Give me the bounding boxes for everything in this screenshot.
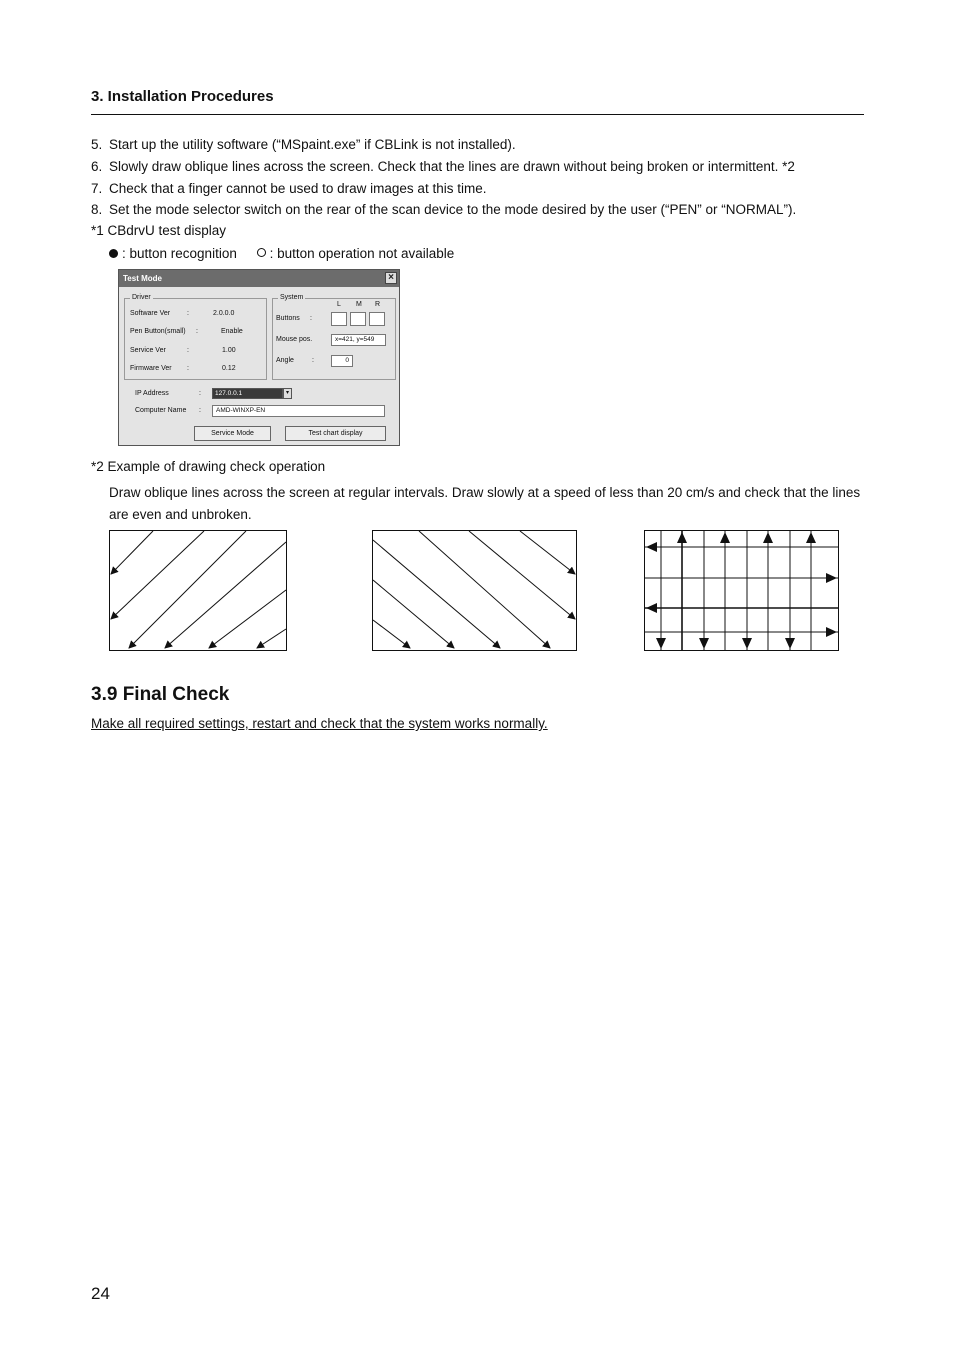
pen-button-label: Pen Button(small) [130,328,186,335]
step-7 [91,180,486,198]
ip-address-label: IP Address [135,390,169,397]
header-rule [91,114,864,115]
ip-sep: : [199,390,201,397]
button-l-indicator [331,312,347,326]
driver-caption: Driver [132,294,151,301]
computer-name-label: Computer Name [135,407,187,414]
service-mode-button[interactable]: Service Mode [194,426,271,441]
diagonal-lines-right-diagram [372,530,578,652]
step-number: 6. [91,159,103,174]
computer-sep: : [199,407,201,414]
mouse-pos-value: x=421, y=549 [331,334,386,346]
step-text: Start up the utility software (“MSpaint.exe” if CBLink is not installed). [109,137,516,152]
step-8 [91,201,796,219]
page-number: 24 [91,1284,110,1303]
driver-sep: : [187,347,189,354]
angle-value: 0 [331,355,353,367]
grid-lines-diagram [644,530,840,652]
step-text: Set the mode selector switch on the rear of the scan device to the mode desired by the user (“PEN” or “NORMAL”). [109,202,797,217]
step-number: 7. [91,181,103,196]
filled-circle-icon [109,249,118,258]
angle-label: Angle [276,357,294,364]
diagonal-lines-left-diagram [109,530,288,652]
step-number: 5. [91,137,103,152]
hollow-circle-icon [257,248,266,257]
legend-hollow-text: : button operation not available [269,246,455,261]
section-header: 3. Installation Procedures [91,88,274,105]
button-r-indicator [369,312,385,326]
pen-button-value: Enable [221,328,243,335]
col-l-label: L [337,301,341,308]
dialog-title: Test Mode [123,274,162,283]
section-title: 3.9 Final Check [91,684,230,705]
step-number: 8. [91,202,103,217]
mouse-pos-label: Mouse pos. [276,336,313,343]
firmware-ver-value: 0.12 [222,365,236,372]
legend-filled-text: : button recognition [122,246,237,261]
service-ver-value: 1.00 [222,347,236,354]
firmware-ver-label: Firmware Ver [130,365,172,372]
system-sep: : [312,357,314,364]
system-sep: : [310,315,312,322]
service-ver-label: Service Ver [130,347,166,354]
driver-sep: : [187,365,189,372]
button-legend [109,246,454,261]
note1-title: *1 CBdrvU test display [91,223,227,238]
software-ver-label: Software Ver [130,310,171,317]
note2-text: Draw oblique lines across the screen at regular intervals. Draw slowly at a speed of less than 20 cm/s and check that the lines are even and unbroken. [109,485,861,522]
close-icon[interactable]: × [385,272,397,284]
software-ver-value: 2.0.0.0 [213,310,235,317]
button-m-indicator [350,312,366,326]
step-6 [91,158,795,176]
test-mode-dialog [118,269,400,446]
step-text: Slowly draw oblique lines across the screen. Check that the lines are drawn without being broken or intermittent. *2 [109,159,795,174]
ip-address-select[interactable]: 127.0.0.1 [212,388,283,399]
section-body: Make all required settings, restart and check that the system works normally. [91,716,548,731]
system-caption: System [280,294,304,301]
chevron-down-icon[interactable]: ▾ [283,388,292,399]
dialog-title-bar [119,270,399,287]
computer-name-field[interactable]: AMD-WINXP-EN [212,405,385,417]
driver-sep: : [196,328,198,335]
test-chart-display-button[interactable]: Test chart display [285,426,386,441]
buttons-label: Buttons [276,315,300,322]
driver-sep: : [187,310,189,317]
step-text: Check that a finger cannot be used to draw images at this time. [109,181,487,196]
note2-title: *2 Example of drawing check operation [91,459,326,474]
step-5 [91,136,516,154]
col-m-label: M [356,301,362,308]
col-r-label: R [375,301,381,308]
